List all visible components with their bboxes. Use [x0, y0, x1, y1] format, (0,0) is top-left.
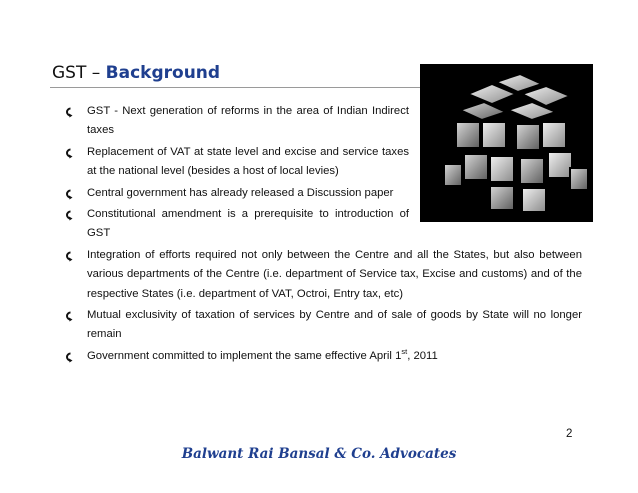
- curved-arrow-bullet-icon: [62, 188, 74, 200]
- bullet-item: [62, 205, 409, 244]
- bullet-item: [62, 306, 582, 345]
- bullet-text: Central government has already released a Discussion paper: [87, 186, 394, 199]
- bullet-text: Constitutional amendment is a prerequisite to introduction of GST: [87, 208, 409, 240]
- title-prefix: GST –: [52, 63, 106, 83]
- curved-arrow-bullet-icon: [62, 351, 74, 363]
- bullet-text: Integration of efforts required not only between the Centre and all the States, but also between various departments of the Centre (i.e. department of Service tax, Excise and customs) and of the respective States (i.e. department of VAT, Octroi, Entry tax, etc): [87, 248, 582, 300]
- title-accent: Background: [105, 63, 221, 83]
- curved-arrow-bullet-icon: [62, 310, 74, 322]
- bullet-text: Mutual exclusivity of taxation of services by Centre and of sale of goods by State will no longer remain: [87, 309, 582, 341]
- bullet-text: Replacement of VAT at state level and excise and service taxes at the national level (besides a host of local levies): [87, 145, 409, 178]
- bullet-text: GST - Next generation of reforms in the area of Indian Indirect taxes: [87, 105, 409, 137]
- bullet-list: [62, 102, 582, 368]
- bullet-superscript: st: [401, 347, 408, 357]
- bullet-item: [62, 184, 409, 203]
- bullet-text-start: Government committed to implement the same effective April 1: [87, 349, 402, 362]
- bullet-item: [62, 246, 582, 304]
- curved-arrow-bullet-icon: [62, 250, 74, 262]
- bullet-item: [62, 102, 409, 141]
- slide-title: [52, 63, 220, 83]
- bullet-item: [62, 143, 409, 182]
- curved-arrow-bullet-icon: [62, 209, 74, 221]
- curved-arrow-bullet-icon: [62, 147, 74, 159]
- page-number: 2: [566, 428, 573, 440]
- curved-arrow-bullet-icon: [62, 106, 74, 118]
- bullet-text-end: , 2011: [407, 349, 438, 362]
- title-underline: [50, 87, 422, 88]
- bullet-item: [62, 347, 582, 366]
- footer-firm-name: Balwant Rai Bansal & Co. Advocates: [181, 446, 457, 462]
